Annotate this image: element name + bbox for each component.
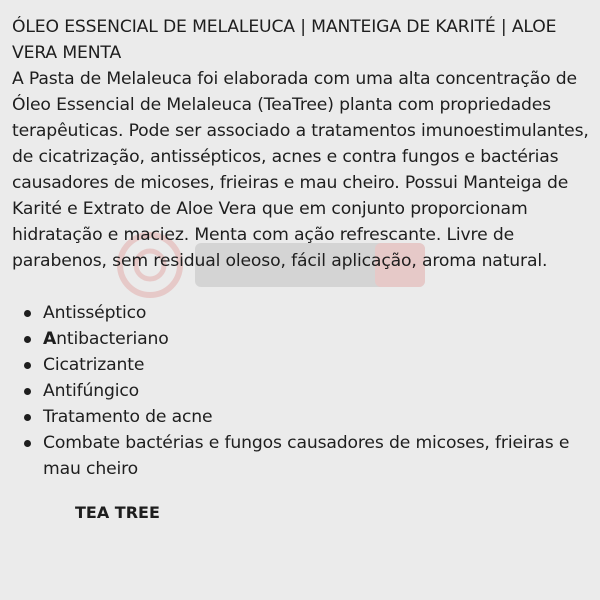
benefit-text-rest: ntibacteriano bbox=[56, 329, 169, 349]
benefit-item bbox=[12, 378, 594, 404]
benefit-initial-bold: A bbox=[43, 329, 57, 349]
benefit-item bbox=[12, 352, 594, 378]
benefit-text: Combate bactérias e fungos causadores de micoses, frieiras e mau cheiro bbox=[43, 433, 570, 479]
benefit-text: Tratamento de acne bbox=[43, 407, 213, 427]
benefit-item bbox=[12, 326, 594, 352]
benefit-item bbox=[12, 300, 594, 326]
product-name-label: TEA TREE bbox=[75, 503, 160, 522]
benefits-list bbox=[12, 300, 594, 482]
benefit-item bbox=[12, 404, 594, 430]
benefit-item bbox=[12, 430, 594, 482]
benefit-text: Cicatrizante bbox=[43, 355, 145, 375]
product-title: ÓLEO ESSENCIAL DE MELALEUCA | MANTEIGA DE KARITÉ | ALOE VERA MENTA bbox=[12, 17, 557, 63]
product-description: A Pasta de Melaleuca foi elaborada com uma alta concentração de Óleo Essencial de Melaleuca (TeaTree) planta com propriedades terapêuticas. Pode ser associado a tratamentos imunoestimulantes, de cicatrização, antissépticos, acnes e contra fungos e bactérias causadores de micoses, frieiras e mau cheiro. Possui Manteiga de Karité e Extrato de Aloe Vera que em conjunto proporcionam hidratação e maciez. Menta com ação refrescante. Livre de parabenos, sem residual oleoso, fácil aplicação, aroma natural. bbox=[12, 69, 589, 271]
benefit-text: Antisséptico bbox=[43, 303, 147, 323]
benefit-text: Antifúngico bbox=[43, 381, 140, 401]
product-description-panel bbox=[12, 14, 594, 526]
